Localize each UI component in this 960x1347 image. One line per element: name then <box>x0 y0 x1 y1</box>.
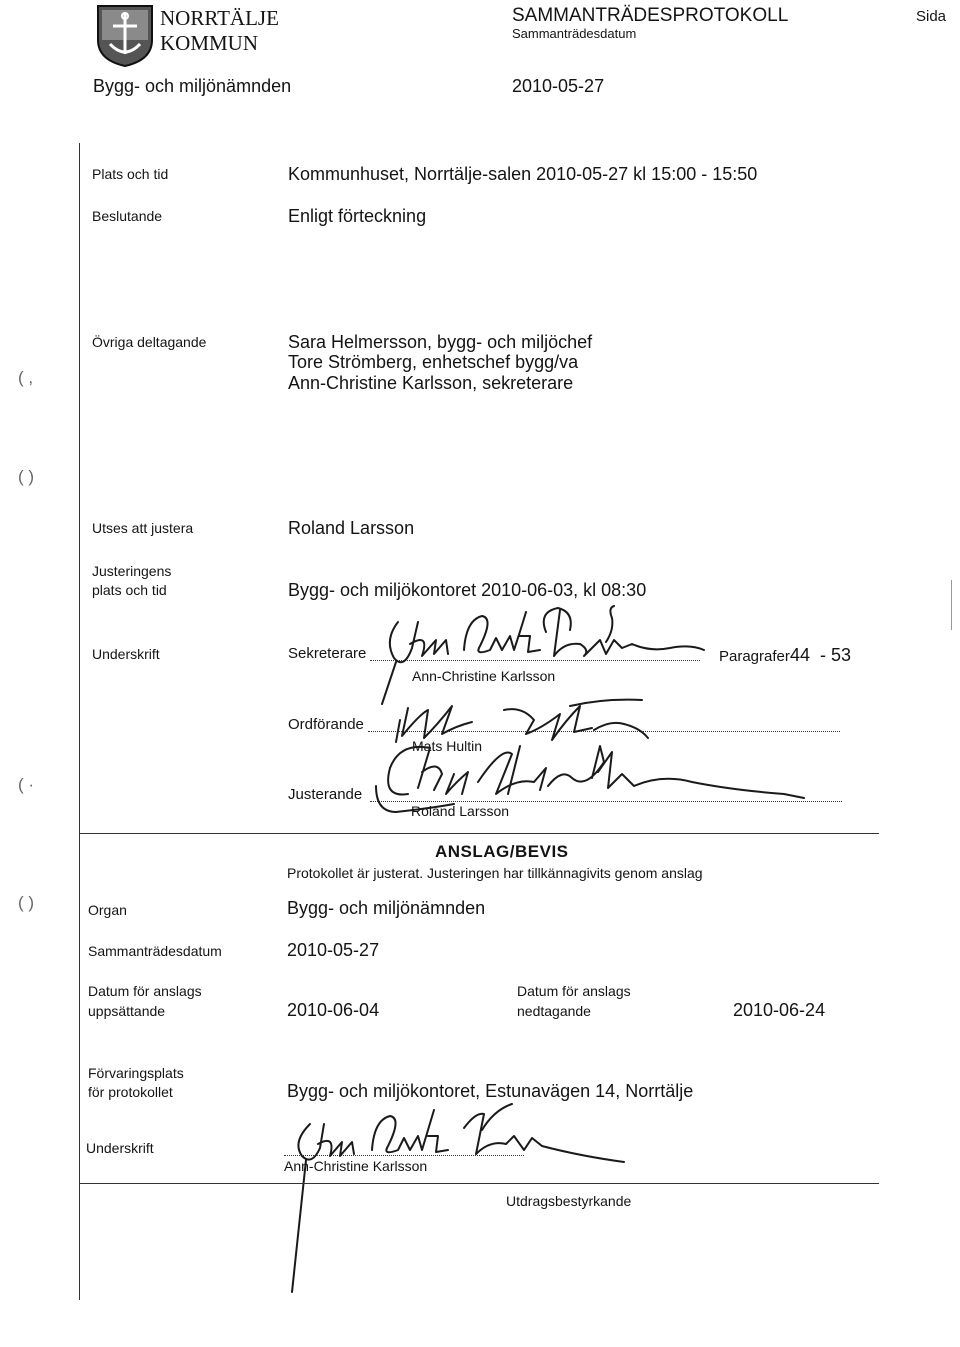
deciding-label: Beslutande <box>92 208 163 224</box>
adjuster-name: Roland Larsson <box>411 803 510 819</box>
meeting-date: 2010-05-27 <box>512 76 605 96</box>
notice-signature-label: Underskrift <box>86 1140 154 1156</box>
punch-mark: ( · <box>18 775 35 794</box>
adjustment-place-label: Justeringens <box>92 563 172 579</box>
place-time-value: Kommunhuset, Norrtälje-salen 2010-05-27 kl 15:00 - 15:50 <box>288 164 758 184</box>
signatures-label: Underskrift <box>92 646 160 662</box>
chair-name: Mats Hultin <box>412 738 483 754</box>
punch-mark: ( ) <box>18 893 35 912</box>
committee-name: Bygg- och miljönämnden <box>93 76 292 96</box>
other-participant: Sara Helmersson, bygg- och miljöchef <box>288 332 593 352</box>
notice-signer-name: Ann-Christine Karlsson <box>284 1158 428 1174</box>
document-title: SAMMANTRÄDESPROTOKOLL <box>512 5 789 26</box>
adjustment-place-label: plats och tid <box>92 582 167 598</box>
punch-mark: ( ) <box>18 467 35 486</box>
punch-mark: ( , <box>18 368 34 387</box>
secretary-label: Sekreterare <box>288 645 367 662</box>
other-participant: Tore Strömberg, enhetschef bygg/va <box>288 352 579 372</box>
organ-label: Organ <box>88 902 127 918</box>
removed-date-label: nedtagande <box>517 1003 591 1019</box>
organ-value: Bygg- och miljönämnden <box>287 898 486 918</box>
removed-date-label: Datum för anslags <box>517 983 631 999</box>
meeting-date-label: Sammanträdesdatum <box>88 943 222 959</box>
paragraphs-value: 44 - 53 <box>790 645 852 665</box>
deciding-value: Enligt förteckning <box>288 206 427 226</box>
notice-title: ANSLAG/BEVIS <box>435 842 569 861</box>
notice-divider <box>79 833 879 834</box>
adjuster-label: Justerande <box>288 786 363 803</box>
left-margin-rule <box>79 143 80 1300</box>
posted-date-label: Datum för anslags <box>88 983 202 999</box>
posted-date-value: 2010-06-04 <box>287 1000 380 1020</box>
other-participants-label: Övriga deltagande <box>92 334 207 350</box>
place-time-label: Plats och tid <box>92 166 169 182</box>
removed-date-value: 2010-06-24 <box>733 1000 826 1020</box>
secretary-name: Ann-Christine Karlsson <box>412 668 556 684</box>
paragraphs-label: Paragrafer <box>719 648 790 665</box>
right-edge-mark <box>951 580 952 630</box>
storage-value: Bygg- och miljökontoret, Estunavägen 14, Norrtälje <box>287 1081 694 1101</box>
certification-label: Utdragsbestyrkande <box>506 1193 632 1209</box>
meeting-date-value: 2010-05-27 <box>287 940 380 960</box>
storage-label: för protokollet <box>88 1084 173 1100</box>
document-subtitle: Sammanträdesdatum <box>512 26 637 41</box>
storage-label: Förvaringsplats <box>88 1065 184 1081</box>
certification-rule <box>79 1183 879 1184</box>
page-label: Sida <box>916 8 947 25</box>
adjuster-appointed-label: Utses att justera <box>92 520 194 536</box>
adjustment-place-value: Bygg- och miljökontoret 2010-06-03, kl 08:30 <box>288 580 647 600</box>
chair-label: Ordförande <box>288 716 364 733</box>
other-participant: Ann-Christine Karlsson, sekreterare <box>288 373 574 393</box>
posted-date-label: uppsättande <box>88 1003 166 1019</box>
coat-of-arms-logo <box>96 4 154 68</box>
municipality-name-line1: NORRTÄLJE <box>160 6 279 30</box>
adjuster-appointed-value: Roland Larsson <box>288 518 415 538</box>
notice-text: Protokollet är justerat. Justeringen har tillkännagivits genom anslag <box>287 865 703 881</box>
municipality-name-line2: KOMMUN <box>160 31 259 55</box>
